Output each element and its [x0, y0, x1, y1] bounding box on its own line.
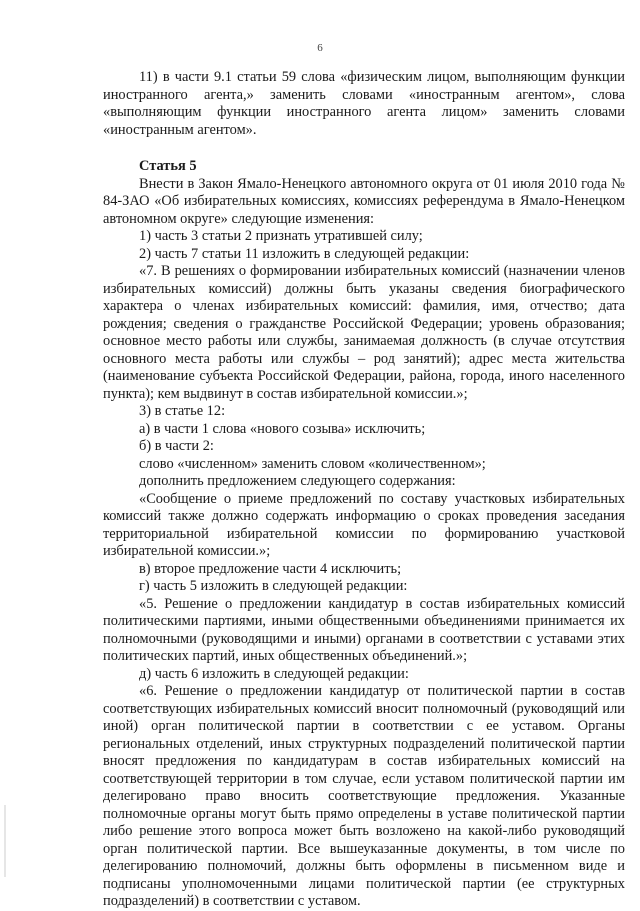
article-5-intro: Внести в Закон Ямало-Ненецкого автономного округа от 01 июля 2010 года № 84-ЗАО «Об избирательных комиссиях, комиссиях референдума в Ямало-Ненецком автономном округе» следующие изменения:	[103, 175, 625, 227]
amendment-3g: г) часть 5 изложить в следующей редакции:	[139, 578, 408, 594]
scan-margin-mark	[4, 805, 6, 877]
item-11-paragraph: 11) в части 9.1 статьи 59 слова «физическим лицом, выполняющим функции иностранного агента,» заменить словами «иностранным агентом», слова «выполняющим функции иностранного агента лицом» заменить словами «иностранным агентом».	[103, 69, 625, 138]
amendment-2-text: «7. В решениях о формировании избирательных комиссий (назначении членов избирательных комиссий) должны быть указаны сведения биографического характера о членах избирательных комиссий: фамилия, имя, отчество; дата рождения; сведения о гражданстве Российской Федерации; уровень образования; основное место работы или службы, занимаемая должность (в случае отсутствия основного места работы или службы – род занятий); адрес места жительства (наименование субъекта Российской Федерации, района, города, иного населенного пункта); кем выдвинут в состав избирательной комиссии.»;	[103, 263, 625, 402]
amendment-3b-2: дополнить предложением следующего содержания:	[139, 473, 456, 489]
amendment-3v: в) второе предложение части 4 исключить;	[139, 560, 402, 577]
page-number: 6	[317, 42, 323, 54]
amendment-3d: д) часть 6 изложить в следующей редакции:	[139, 665, 409, 682]
amendment-3a: а) в части 1 слова «нового созыва» исключить;	[139, 420, 426, 437]
amendment-2: 2) часть 7 статьи 11 изложить в следующей редакции:	[139, 245, 470, 262]
article-5-heading: Статья 5	[139, 158, 197, 174]
document-body	[103, 69, 625, 911]
paragraph-gap	[103, 139, 625, 158]
amendment-3b: б) в части 2:	[139, 438, 214, 454]
amendment-3b-text: «Сообщение о приеме предложений по составу участковых избирательных комиссий также должно содержать информацию о сроках проведения заседания территориальной избирательной комиссии по формированию участковой избирательной комиссии.»;	[103, 490, 625, 559]
amendment-3d-text: «6. Решение о предложении кандидатур от политической партии в состав соответствующих избирательных комиссий вносит полномочный (руководящий или иной) орган политической партии в соответствии с ее уставом. Органы региональных отделений, иных структурных подразделений политической партии вносят предложения по кандидатурам в состав избирательных комиссий на соответствующей территории в том случае, если уставом политической партии им делегировано право вносить соответствующие предложения. Указанные полномочные органы могут быть прямо определены в уставе политической партии либо решение этого вопроса может быть возложено на какой-либо руководящий орган политической партии. Все вышеуказанные документы, в том числе по делегированию полномочий, должны быть оформлены в письменном виде и подписаны уполномоченными лицами политической партии (ее структурных подразделений) в соответствии с уставом.	[103, 683, 625, 909]
amendment-1: 1) часть 3 статьи 2 признать утратившей силу;	[139, 228, 423, 244]
amendment-3g-text: «5. Решение о предложении кандидатур в состав избирательных комиссий политическими партиями, иными общественными объединениями принимается их полномочными (руководящими и иными) органами в соответствии с уставами этих политических партий, иных общественных объединений.»;	[103, 595, 625, 664]
amendment-3b-1: слово «численном» заменить словом «количественном»;	[139, 455, 486, 472]
amendment-3: 3) в статье 12:	[139, 403, 226, 419]
